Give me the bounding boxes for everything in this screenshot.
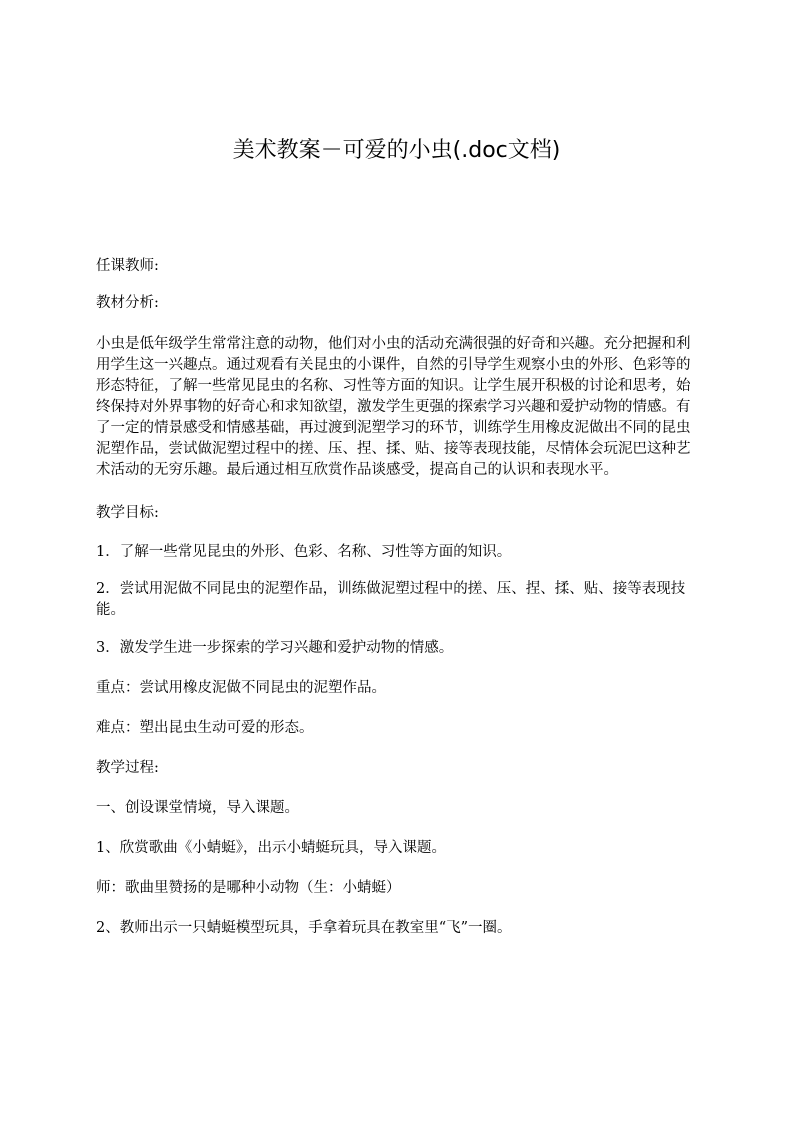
teaching-goals-heading: 教学目标: bbox=[96, 505, 159, 521]
process-step-1: 一、创设课堂情境，导入课题。 bbox=[96, 800, 299, 816]
goal-3: 3．激发学生进一步探索的学习兴趣和爱护动物的情感。 bbox=[96, 640, 454, 656]
process-step-1-1: 1、欣赏歌曲《小蜻蜓》，出示小蜻蜓玩具，导入课题。 bbox=[96, 840, 446, 856]
material-analysis-heading: 教材分析: bbox=[96, 295, 159, 311]
teaching-process-heading: 教学过程: bbox=[96, 760, 159, 776]
key-point: 重点：尝试用橡皮泥做不同昆虫的泥塑作品。 bbox=[96, 680, 386, 696]
teacher-question: 师：歌曲里赞扬的是哪种小动物（生：小蜻蜓） bbox=[96, 880, 401, 896]
teacher-line: 任课教师: bbox=[96, 258, 159, 274]
document-title: 美术教案－可爱的小虫(.doc文档) bbox=[232, 138, 561, 163]
goal-2: 2．尝试用泥做不同昆虫的泥塑作品，训练做泥塑过程中的搓、压、捏、揉、贴、接等表现技能。 bbox=[96, 581, 686, 618]
material-analysis-paragraph: 小虫是低年级学生常常注意的动物，他们对小虫的活动充满很强的好奇和兴趣。充分把握和利用学生这一兴趣点。通过观看有关昆虫的小课件，自然的引导学生观察小虫的外形、色彩等的形态特征，了解一些常见昆虫的名称、习性等方面的知识。让学生展开积极的讨论和思考，始终保持对外界事物的好奇心和求知欲望，激发学生更强的探索学习兴趣和爱护动物的情感。有了一定的情景感受和情感基础，再过渡到泥塑学习的环节，训练学生用橡皮泥做出不同的昆虫泥塑作品，尝试做泥塑过程中的搓、压、捏、揉、贴、接等表现技能，尽情体会玩泥巴这种艺术活动的无穷乐趣。最后通过相互欣赏作品谈感受，提高自己的认识和表现水平。 bbox=[96, 336, 691, 478]
document-body bbox=[96, 256, 701, 955]
difficulty-point: 难点：塑出昆虫生动可爱的形态。 bbox=[96, 720, 314, 736]
process-step-1-2: 2、教师出示一只蜻蜓模型玩具，手拿着玩具在教室里“飞”一圈。 bbox=[96, 920, 512, 936]
goal-1: 1．了解一些常见昆虫的外形、色彩、名称、习性等方面的知识。 bbox=[96, 544, 512, 560]
